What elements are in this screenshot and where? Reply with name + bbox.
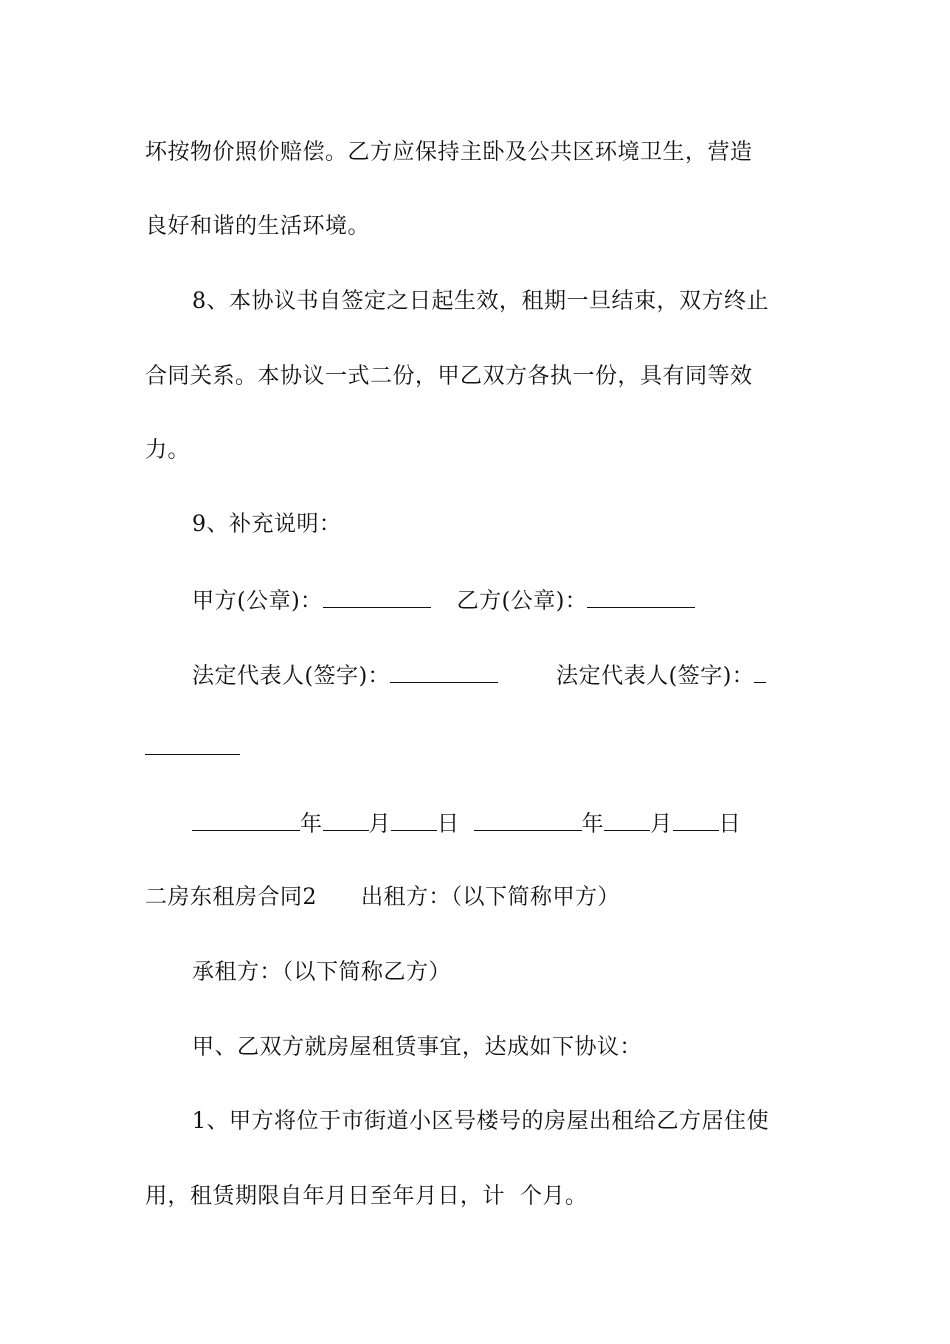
month-label: 月	[368, 812, 392, 837]
clause-1-line: 1、甲方将位于市街道小区号楼号的房屋出租给乙方居住使	[192, 1109, 769, 1134]
day-label: 日	[437, 812, 460, 837]
rep-a-blank	[390, 660, 498, 683]
date-row	[192, 808, 862, 840]
party-a-seal-blank	[323, 585, 431, 608]
party-a-seal-label: 甲方(公章)：	[192, 589, 323, 614]
representative-row	[192, 660, 862, 692]
party-b-seal-blank	[587, 585, 695, 608]
day-label: 日	[718, 812, 742, 837]
month-b-blank	[604, 808, 650, 831]
agreement-intro: 甲、乙双方就房屋租赁事宜，达成如下协议：	[192, 1035, 643, 1060]
lessee-line: 承租方：（以下简称乙方）	[192, 960, 452, 985]
paragraph-line: 良好和谐的生活环境。	[145, 214, 371, 239]
second-contract-title: 二房东租房合同2	[145, 885, 317, 910]
month-a-blank	[323, 808, 369, 831]
rep-b-label: 法定代表人(签字)：	[556, 664, 755, 689]
rep-a-label: 法定代表人(签字)：	[192, 664, 391, 689]
clause-1-continuation: 用，租赁期限自年月日至年月日，计 个月。	[145, 1184, 588, 1209]
month-label: 月	[650, 812, 673, 837]
day-a-blank	[391, 808, 437, 831]
rep-b-blank-start	[754, 660, 766, 683]
year-b-blank	[474, 808, 582, 831]
clause-8-line: 8、本协议书自签定之日起生效，租期一旦结束，双方终止	[192, 289, 769, 314]
rep-b-blank-end	[145, 732, 240, 755]
second-contract-heading-row	[145, 883, 815, 913]
clause-9-line: 9、补充说明：	[192, 512, 342, 537]
year-label: 年	[300, 812, 323, 837]
paragraph-line: 合同关系。本协议一式二份，甲乙双方各执一份，具有同等效	[145, 364, 753, 389]
paragraph-line: 坏按物价照价赔偿。乙方应保持主卧及公共区环境卫生，营造	[145, 140, 753, 165]
paragraph-line: 力。	[145, 438, 191, 463]
year-label: 年	[581, 812, 605, 837]
lessor-line: 出租方：（以下简称甲方）	[361, 885, 621, 910]
seal-row	[192, 585, 862, 617]
day-b-blank	[673, 808, 719, 831]
rep-b-blank-continuation	[145, 732, 815, 764]
party-b-seal-label: 乙方(公章)：	[456, 589, 588, 614]
year-a-blank	[192, 808, 300, 831]
